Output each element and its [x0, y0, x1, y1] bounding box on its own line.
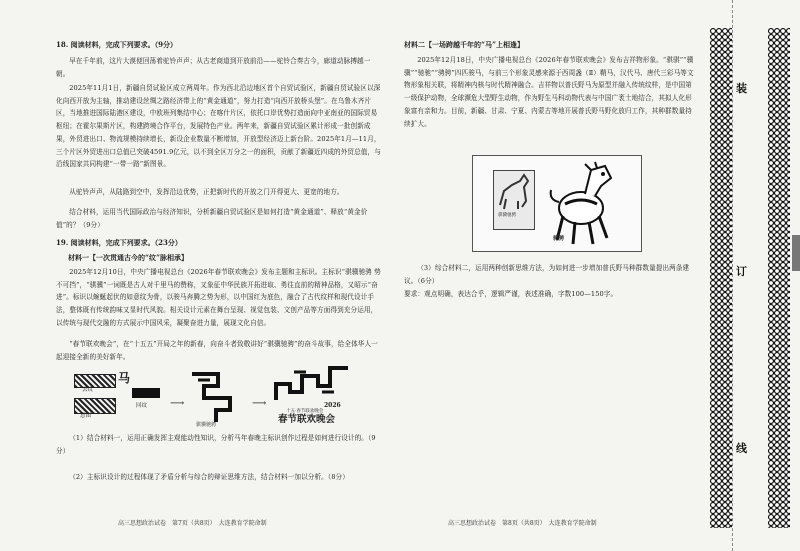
logo-subtitle: 十五·春节联欢晚会	[286, 409, 324, 414]
mascot-figure	[472, 155, 642, 252]
artifact-frame	[493, 170, 535, 230]
gala-logo	[272, 362, 352, 432]
horse-motif-icon	[132, 388, 160, 398]
horse-character: 马	[118, 371, 131, 385]
artifact-caption: 骐骥驰骋	[498, 213, 516, 218]
binding-char-zhuang: 装	[736, 82, 747, 95]
answer-requirements: 要求：观点明确，表达合乎，逻辑严谨，表述准确，字数100—150字。	[404, 290, 618, 298]
cloud-label: 云纹	[82, 387, 94, 393]
q18-heading: 18. 阅读材料，完成下列要求。（9分）	[56, 40, 177, 49]
mascot-horse-icon	[545, 160, 617, 246]
left-page	[0, 0, 390, 551]
q19-question-1: （1）结合材料一，运用正确发挥主观能动性知识，分析马年春晚主标识创作过程是如何进行设计的。（9分）	[56, 434, 376, 455]
q19-question-2: （2）主标识设计的过程体现了矛盾分析与综合的辩证思维方法，结合材料一加以分析。（8分）	[69, 473, 349, 481]
logo-title: 春节联欢晚会	[278, 414, 336, 425]
binding-char-xian: 线	[736, 442, 747, 455]
arrow-2-icon: ⟶	[252, 398, 267, 409]
right-footer: 高三思想政治试卷 第8页（共8页） 大连教育学院命制	[448, 520, 597, 527]
q18-paragraph-1: 早在千年前，这片大漠便回荡着驼铃声声；从古老商道到开放前沿——驼铃合奏古今，廊道动脉搏越一朝。	[56, 57, 371, 78]
mascot-caption: 骋骋	[553, 236, 565, 242]
cascade-label: 骐骥驰骋	[196, 422, 217, 428]
artifact-horse-icon	[494, 171, 534, 213]
binding-char-ding: 订	[736, 265, 747, 278]
material-2-title: 材料二【一场跨越千年的“马”上相逢】	[404, 40, 525, 49]
q18-paragraph-3: 从驼铃声声，从陆路到空中，发挥沿边优势，正把新时代的开放之门开得更大、更宽的地方。	[69, 188, 344, 196]
q18-paragraph-2: 2025年11月1日，新疆自贸试验区成立两周年。作为西北沿边地区首个自贸试验区，新疆自贸试验区以深化向西开放为主轴，推动建设丝绸之路经济带上的“黄金通道”，努力打造“向西开放桥头堡”。在乌鲁木齐片区，当地推进国际陆港区建设，中欧班列集结中心；在喀什片区，依托口岸优势打造面向中亚南亚的国际贸易枢纽；在霍尔果斯片区，构建跨境合作平台，发展特色产业。两年来，新疆自贸试验区累计形成一批创新成果，外贸进出口、物流规模持续增长，新设企业数量不断增加，开放型经济迈上新台阶。2025年1月—11月，三个片区外贸进出口总值已突破4591.9亿元，以不到全区万分之一的面积，贡献了新疆近四成的外贸总值，与沿线国家共同构建“一带一路”新图景。	[56, 84, 381, 169]
binding-strip	[710, 0, 800, 551]
q18-question: 结合材料，运用当代国际政治与经济知识，分析新疆自贸试验区是如何打造“黄金通道”、释放“黄金价值”的？（9分）	[56, 208, 368, 229]
binding-ring-column-1	[710, 28, 732, 528]
q19-material-1-text: 2025年12月10日，中央广播电视总台《2026年春节联欢晚会》发布主题和主标识。主标识“骐骥驰骋 势不可挡”，“骐骥”一词既是古人对千里马的赞称，又象征中华民族开拓进取、勇往直前的精神品格，又昭示“奋进”。标识以蜿蜒起伏的如意纹为骨，以骏马奔腾之势为形，以中国红为底色，融合了古代纹样和现代设计手法，整体既有传统韵味又显时代风貌。相关设计元素在舞台呈现、视觉包装、文创产品等方面得到充分运用，以传统与现代交融的方式展示中国风采，凝聚奋进力量，展现文化自信。	[56, 268, 381, 327]
right-page	[390, 0, 710, 551]
binding-ring-column-2	[768, 28, 790, 528]
cloud-pattern-figure	[74, 372, 164, 424]
q19-question-3: （3）综合材料二，运用两种创新思维方法，为如何进一步增加普氏野马种群数量提出两条建议。（6分）	[404, 264, 690, 285]
pattern-label: 回纹	[136, 403, 148, 409]
logo-horse-pattern-icon	[272, 362, 352, 404]
q19-material-1-text-2: “春节联欢晚会”，在“十五五”开局之年的新春，向奋斗者致敬讲好“骐骥驰骋”的奋斗故事，给全体华人一起迎接全新的美好新年。	[56, 340, 378, 361]
logo-year: 2026	[324, 402, 341, 409]
wave-label: 意图	[80, 413, 92, 419]
binding-dashed-line	[732, 0, 733, 551]
left-footer: 高三思想政治试卷 第7页（共8页） 大连教育学院命制	[118, 520, 267, 527]
cascade-pattern-figure	[190, 372, 248, 426]
arrow-1-icon: ⟶	[170, 398, 185, 409]
q19-heading: 19. 阅读材料，完成下列要求。（23分）	[56, 238, 182, 247]
cloud-stripe-icon	[74, 374, 116, 388]
material-2-text: 2025年12月18日，中央广播电视总台《2026年春节联欢晚会》发布吉祥物形象。“骐骐”“骥骥”“驰驰”“骋骋”四匹骏马，与前三个形象灵感来源于西周盏（Ⅱ）鞘马，汉代马、唐代三彩马等文物形象相关联，将精神内核与时代精神融合。吉祥物以普氏野马为原型并融入传统纹样，是中国第一级保护动物，全球濒危大型野生动物，作为野生马科动物代表与中国广袤土地结合，其拟人化形象富有亲和力。目前，新疆、甘肃、宁夏、内蒙古等地开展普氏野马野化放归工作，其种群数量持续扩大。	[404, 56, 694, 128]
page-edge-tab	[792, 235, 800, 271]
material-1-title: 材料一【一次贯通古今的“纹”脉相承】	[68, 253, 189, 262]
